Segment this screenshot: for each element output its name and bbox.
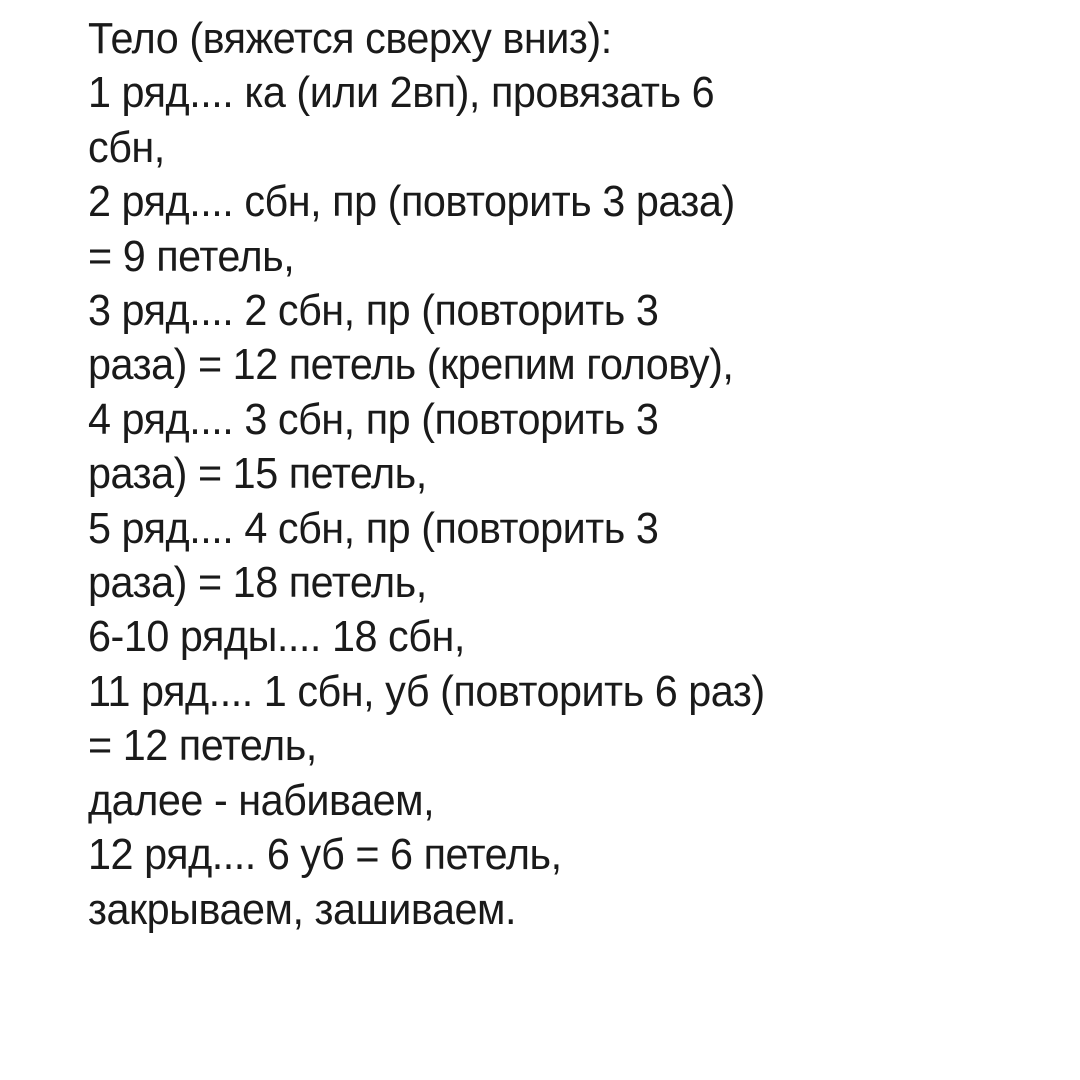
pattern-line: 11 ряд.... 1 сбн, уб (повторить 6 раз) — [88, 666, 765, 716]
pattern-line: раза) = 12 петель (крепим голову), — [88, 340, 734, 390]
pattern-line: 2 ряд.... сбн, пр (повторить 3 раза) — [88, 177, 735, 227]
pattern-line: раза) = 15 петель, — [88, 449, 427, 499]
pattern-line: 4 ряд.... 3 сбн, пр (повторить 3 — [88, 394, 659, 444]
pattern-line: = 9 петель, — [88, 231, 295, 281]
pattern-line: закрываем, зашиваем. — [88, 884, 517, 934]
pattern-line: 3 ряд.... 2 сбн, пр (повторить 3 — [88, 286, 659, 336]
pattern-line: 1 ряд.... ка (или 2вп), провязать 6 — [88, 68, 715, 118]
pattern-line: 12 ряд.... 6 уб = 6 петель, — [88, 830, 562, 880]
pattern-line: 6-10 ряды.... 18 сбн, — [88, 612, 465, 662]
pattern-line: = 12 петель, — [88, 721, 317, 771]
pattern-line: далее - набиваем, — [88, 775, 435, 825]
pattern-heading: Тело (вяжется сверху вниз): — [88, 14, 612, 63]
pattern-text-block — [88, 12, 1058, 937]
pattern-line: раза) = 18 петель, — [88, 558, 427, 608]
pattern-line: 5 ряд.... 4 сбн, пр (повторить 3 — [88, 503, 659, 553]
pattern-line: сбн, — [88, 122, 165, 172]
